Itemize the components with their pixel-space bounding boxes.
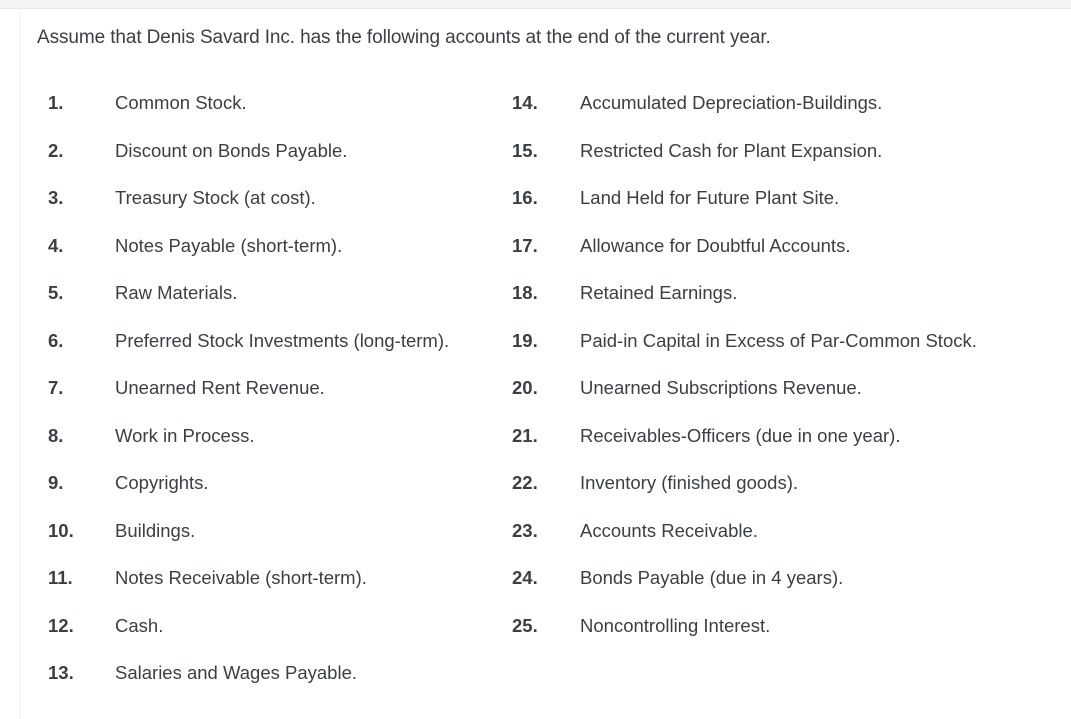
account-number: 14. xyxy=(512,92,538,113)
account-number: 19. xyxy=(512,330,538,351)
account-number: 10. xyxy=(48,520,74,541)
account-number: 20. xyxy=(512,377,538,398)
account-number: 3. xyxy=(48,187,64,208)
account-name: Restricted Cash for Plant Expansion. xyxy=(580,140,883,161)
account-name: Notes Payable (short-term). xyxy=(115,235,343,256)
account-name: Raw Materials. xyxy=(115,282,238,303)
account-name: Unearned Rent Revenue. xyxy=(115,377,325,398)
account-name: Allowance for Doubtful Accounts. xyxy=(580,235,851,256)
account-name: Unearned Subscriptions Revenue. xyxy=(580,377,862,398)
account-number: 6. xyxy=(48,330,64,351)
account-name: Work in Process. xyxy=(115,425,255,446)
account-number: 17. xyxy=(512,235,538,256)
account-name: Accumulated Depreciation-Buildings. xyxy=(580,92,883,113)
account-number: 22. xyxy=(512,472,538,493)
account-number: 16. xyxy=(512,187,538,208)
account-number: 24. xyxy=(512,567,538,588)
account-number: 8. xyxy=(48,425,64,446)
account-name: Preferred Stock Investments (long-term). xyxy=(115,330,450,351)
account-name: Notes Receivable (short-term). xyxy=(115,567,367,588)
problem-statement: Assume that Denis Savard Inc. has the following accounts at the end of the current year. xyxy=(37,27,771,48)
account-number: 7. xyxy=(48,377,64,398)
account-number: 2. xyxy=(48,140,64,161)
account-name: Bonds Payable (due in 4 years). xyxy=(580,567,844,588)
account-name: Common Stock. xyxy=(115,92,247,113)
account-name: Receivables-Officers (due in one year). xyxy=(580,425,901,446)
account-number: 21. xyxy=(512,425,538,446)
account-name: Land Held for Future Plant Site. xyxy=(580,187,840,208)
account-number: 4. xyxy=(48,235,64,256)
account-name: Accounts Receivable. xyxy=(580,520,758,541)
account-number: 15. xyxy=(512,140,538,161)
account-number: 12. xyxy=(48,615,74,636)
account-number: 13. xyxy=(48,662,74,683)
account-name: Copyrights. xyxy=(115,472,209,493)
account-number: 5. xyxy=(48,282,64,303)
account-name: Salaries and Wages Payable. xyxy=(115,662,358,683)
account-name: Buildings. xyxy=(115,520,196,541)
account-name: Retained Earnings. xyxy=(580,282,738,303)
account-name: Inventory (finished goods). xyxy=(580,472,799,493)
account-number: 18. xyxy=(512,282,538,303)
account-number: 23. xyxy=(512,520,538,541)
account-name: Treasury Stock (at cost). xyxy=(115,187,316,208)
account-number: 11. xyxy=(48,567,73,588)
account-number: 9. xyxy=(48,472,64,493)
account-name: Cash. xyxy=(115,615,164,636)
account-name: Noncontrolling Interest. xyxy=(580,615,771,636)
account-name: Discount on Bonds Payable. xyxy=(115,140,348,161)
account-name: Paid-in Capital in Excess of Par-Common Stock. xyxy=(580,330,977,351)
account-number: 25. xyxy=(512,615,538,636)
account-number: 1. xyxy=(48,92,64,113)
